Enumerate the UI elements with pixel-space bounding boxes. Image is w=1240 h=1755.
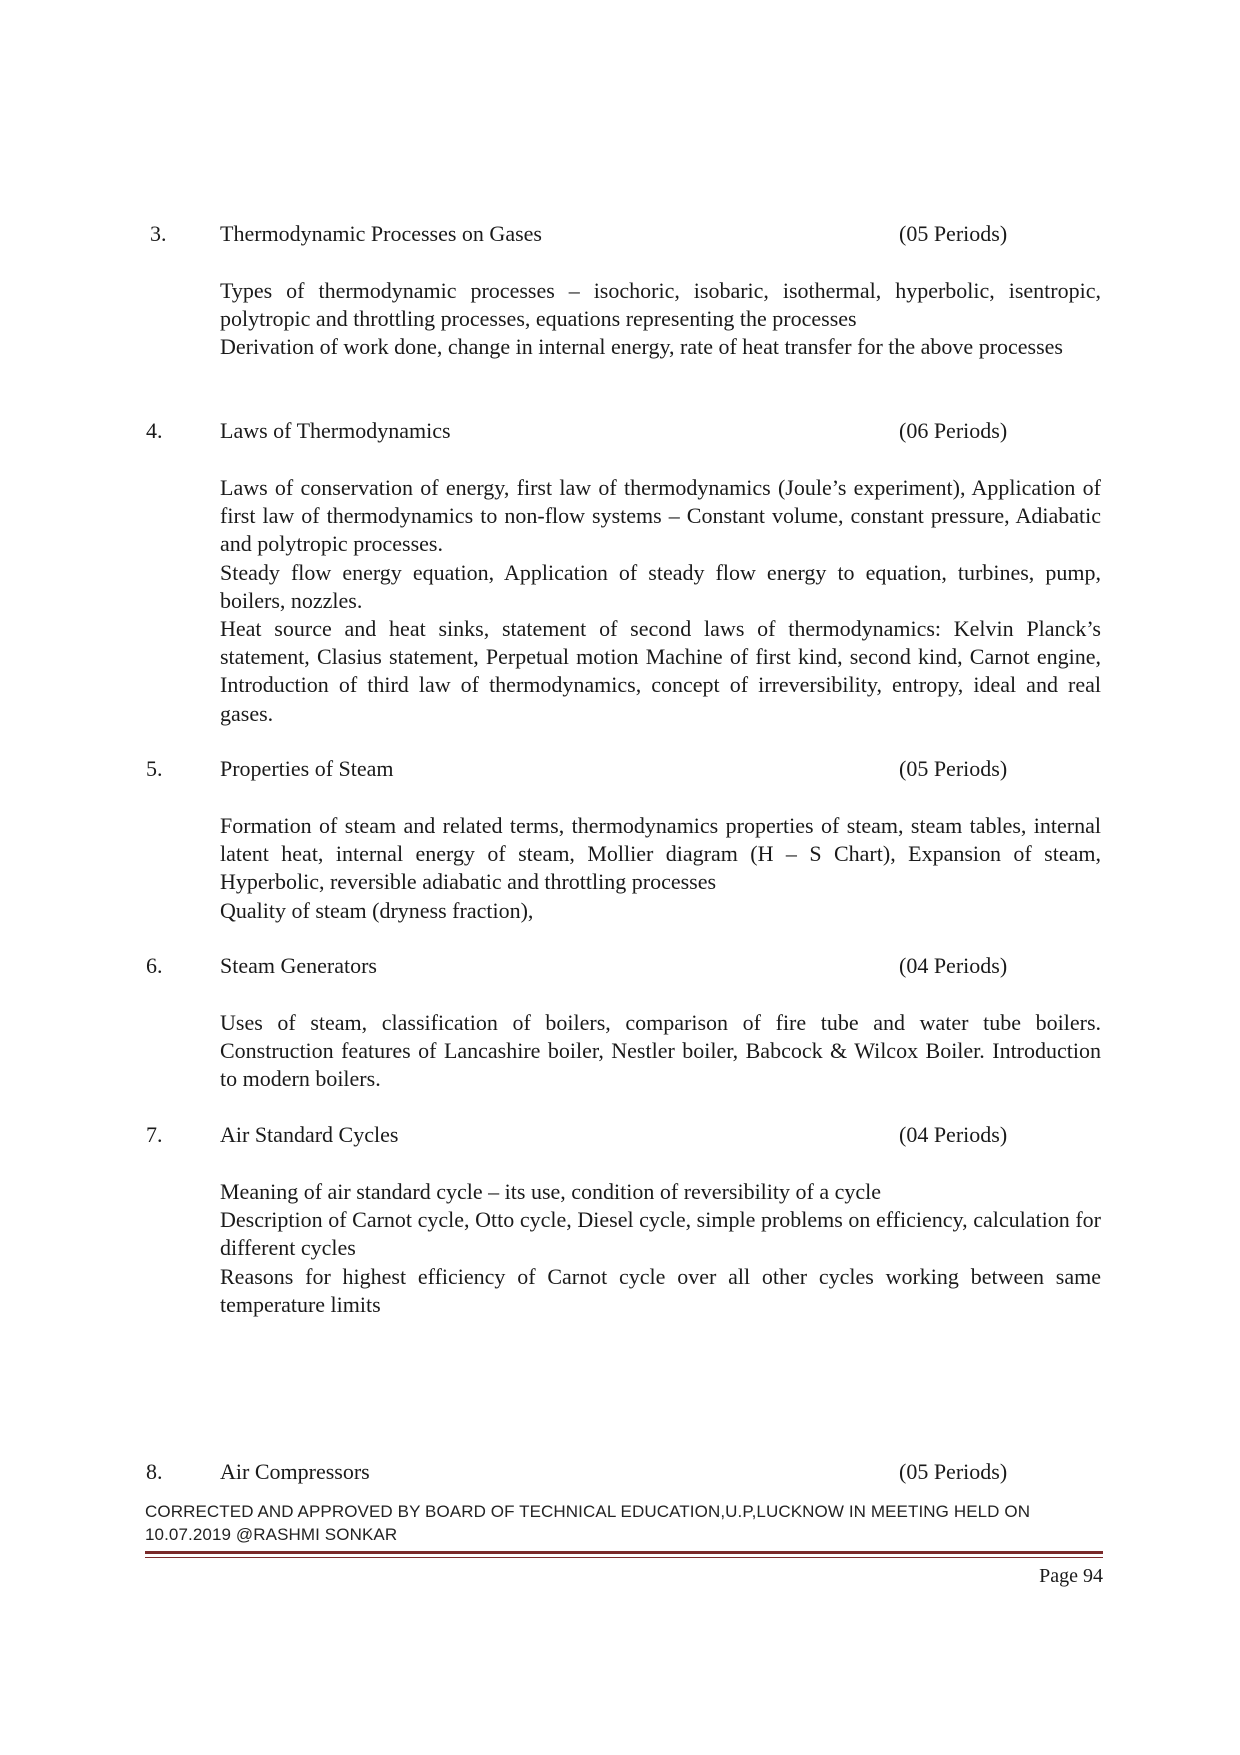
section-number: 4.: [146, 418, 163, 443]
paragraph: Types of thermodynamic processes – isochoric, isobaric, isothermal, hyperbolic, isentropic, polytropic and throttling processes, equations representing the processes: [220, 278, 1101, 332]
paragraph: Derivation of work done, change in internal energy, rate of heat transfer for the above processes: [220, 334, 1063, 360]
section-body-5: [220, 812, 1101, 925]
section-number: 8.: [146, 1459, 163, 1484]
section-heading-8: [0, 1457, 1240, 1487]
section-periods: (06 Periods): [899, 418, 1008, 443]
section-periods: (04 Periods): [899, 953, 1008, 978]
paragraph: Laws of conservation of energy, first law of thermodynamics (Joule’s experiment), Application of first law of thermodynamics to non-flow systems – Constant volume, constant pressure, Adiabatic and polytropic processes.: [220, 475, 1101, 557]
section-number: 5.: [146, 756, 163, 781]
section-periods: (05 Periods): [899, 756, 1008, 781]
section-number: 3.: [150, 221, 167, 246]
section-heading-3: [0, 219, 1240, 249]
approval-line: 10.07.2019 @RASHMI SONKAR: [145, 1525, 398, 1544]
section-title: Air Standard Cycles: [220, 1122, 399, 1147]
section-title: Laws of Thermodynamics: [220, 418, 451, 443]
section-body-3: [220, 277, 1101, 362]
paragraph: Steady flow energy equation, Application of steady flow energy to equation, turbines, pump, boilers, nozzles.: [220, 559, 1101, 613]
section-body-7: [220, 1178, 1101, 1319]
paragraph: Meaning of air standard cycle – its use, condition of reversibility of a cycle: [220, 1179, 882, 1204]
section-body-4: [220, 474, 1101, 728]
section-number: 6.: [146, 953, 163, 978]
paragraph: Description of Carnot cycle, Otto cycle, Diesel cycle, simple problems on efficiency, calculation for different cycles: [220, 1207, 1101, 1261]
section-body-6: [220, 1009, 1101, 1094]
section-title: Properties of Steam: [220, 756, 394, 781]
section-periods: (04 Periods): [899, 1122, 1008, 1147]
paragraph: Formation of steam and related terms, thermodynamics properties of steam, steam tables, internal latent heat, internal energy of steam, Mollier diagram (H – S Chart), Expansion of steam, Hyperbolic, reversible adiabatic and throttling processes: [220, 813, 1101, 895]
section-heading-7: [0, 1120, 1240, 1150]
paragraph: Uses of steam, classification of boilers, comparison of fire tube and water tube boilers. Construction features of Lancashire boiler, Nestler boiler, Babcock & Wilcox Boiler. Introduction to modern boilers.: [220, 1010, 1101, 1092]
footer-divider: [145, 1557, 1103, 1558]
paragraph: Quality of steam (dryness fraction),: [220, 897, 534, 923]
section-heading-4: [0, 416, 1240, 446]
page-number: Page 94: [1039, 1565, 1103, 1587]
section-periods: (05 Periods): [899, 221, 1008, 246]
section-title: Steam Generators: [220, 953, 377, 978]
footer-divider: [145, 1551, 1103, 1554]
paragraph: Reasons for highest efficiency of Carnot cycle over all other cycles working between same temperature limits: [220, 1263, 1101, 1317]
paragraph: Heat source and heat sinks, statement of second laws of thermodynamics: Kelvin Planck’s statement, Clasius statement, Perpetual motion Machine of first kind, second kind, Carnot engine, Introduction of third law of thermodynamics, concept of irreversibility, entropy, ideal and real gases.: [220, 616, 1101, 726]
section-periods: (05 Periods): [899, 1459, 1008, 1484]
section-title: Thermodynamic Processes on Gases: [220, 221, 542, 246]
section-number: 7.: [146, 1122, 163, 1147]
section-heading-6: [0, 951, 1240, 981]
section-title: Air Compressors: [220, 1459, 370, 1484]
approval-line: CORRECTED AND APPROVED BY BOARD OF TECHNICAL EDUCATION,U.P,LUCKNOW IN MEETING HELD ON: [145, 1502, 1031, 1521]
section-heading-5: [0, 754, 1240, 784]
approval-footer: [145, 1500, 1105, 1546]
